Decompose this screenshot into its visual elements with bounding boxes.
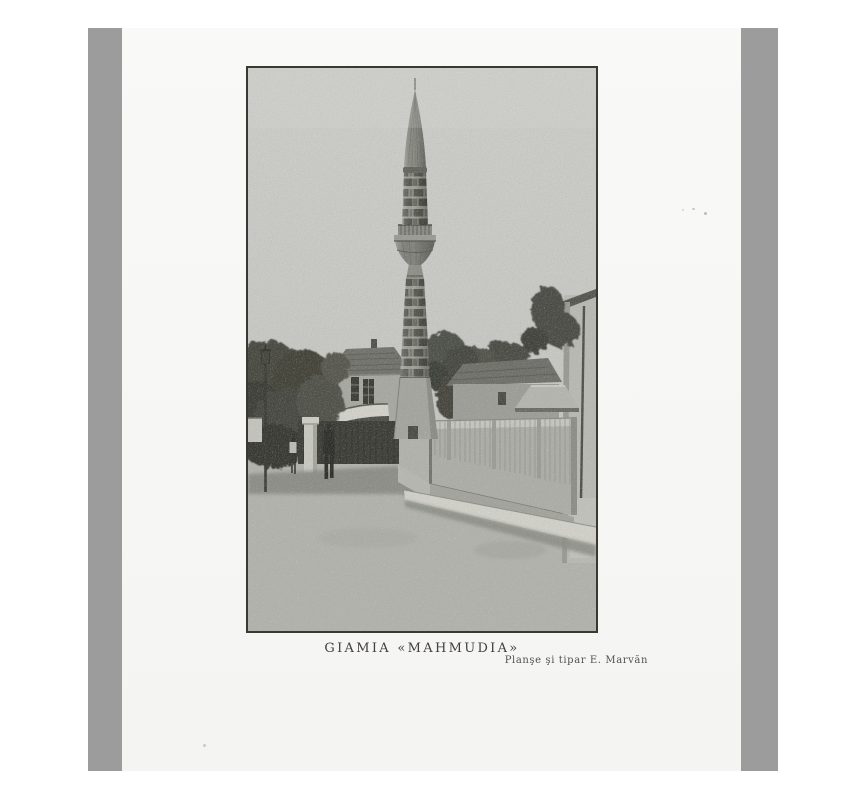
paper-speck bbox=[704, 212, 707, 215]
photo-caption: GIAMIA «MAHMUDIA» bbox=[324, 641, 520, 656]
page-edge-shadow-right bbox=[741, 28, 778, 771]
photo-frame bbox=[246, 66, 598, 633]
paper-speck bbox=[692, 208, 695, 210]
paper-surface bbox=[122, 28, 741, 771]
page-edge-shadow-left bbox=[88, 28, 122, 771]
photo-grain-light bbox=[248, 68, 596, 631]
paper-speck bbox=[203, 744, 206, 747]
mosque-photograph bbox=[248, 68, 596, 631]
printer-credit: Planşe şi tipar E. Marvăn bbox=[504, 655, 648, 666]
paper-speck bbox=[682, 209, 684, 211]
photo-fade bbox=[248, 68, 596, 128]
